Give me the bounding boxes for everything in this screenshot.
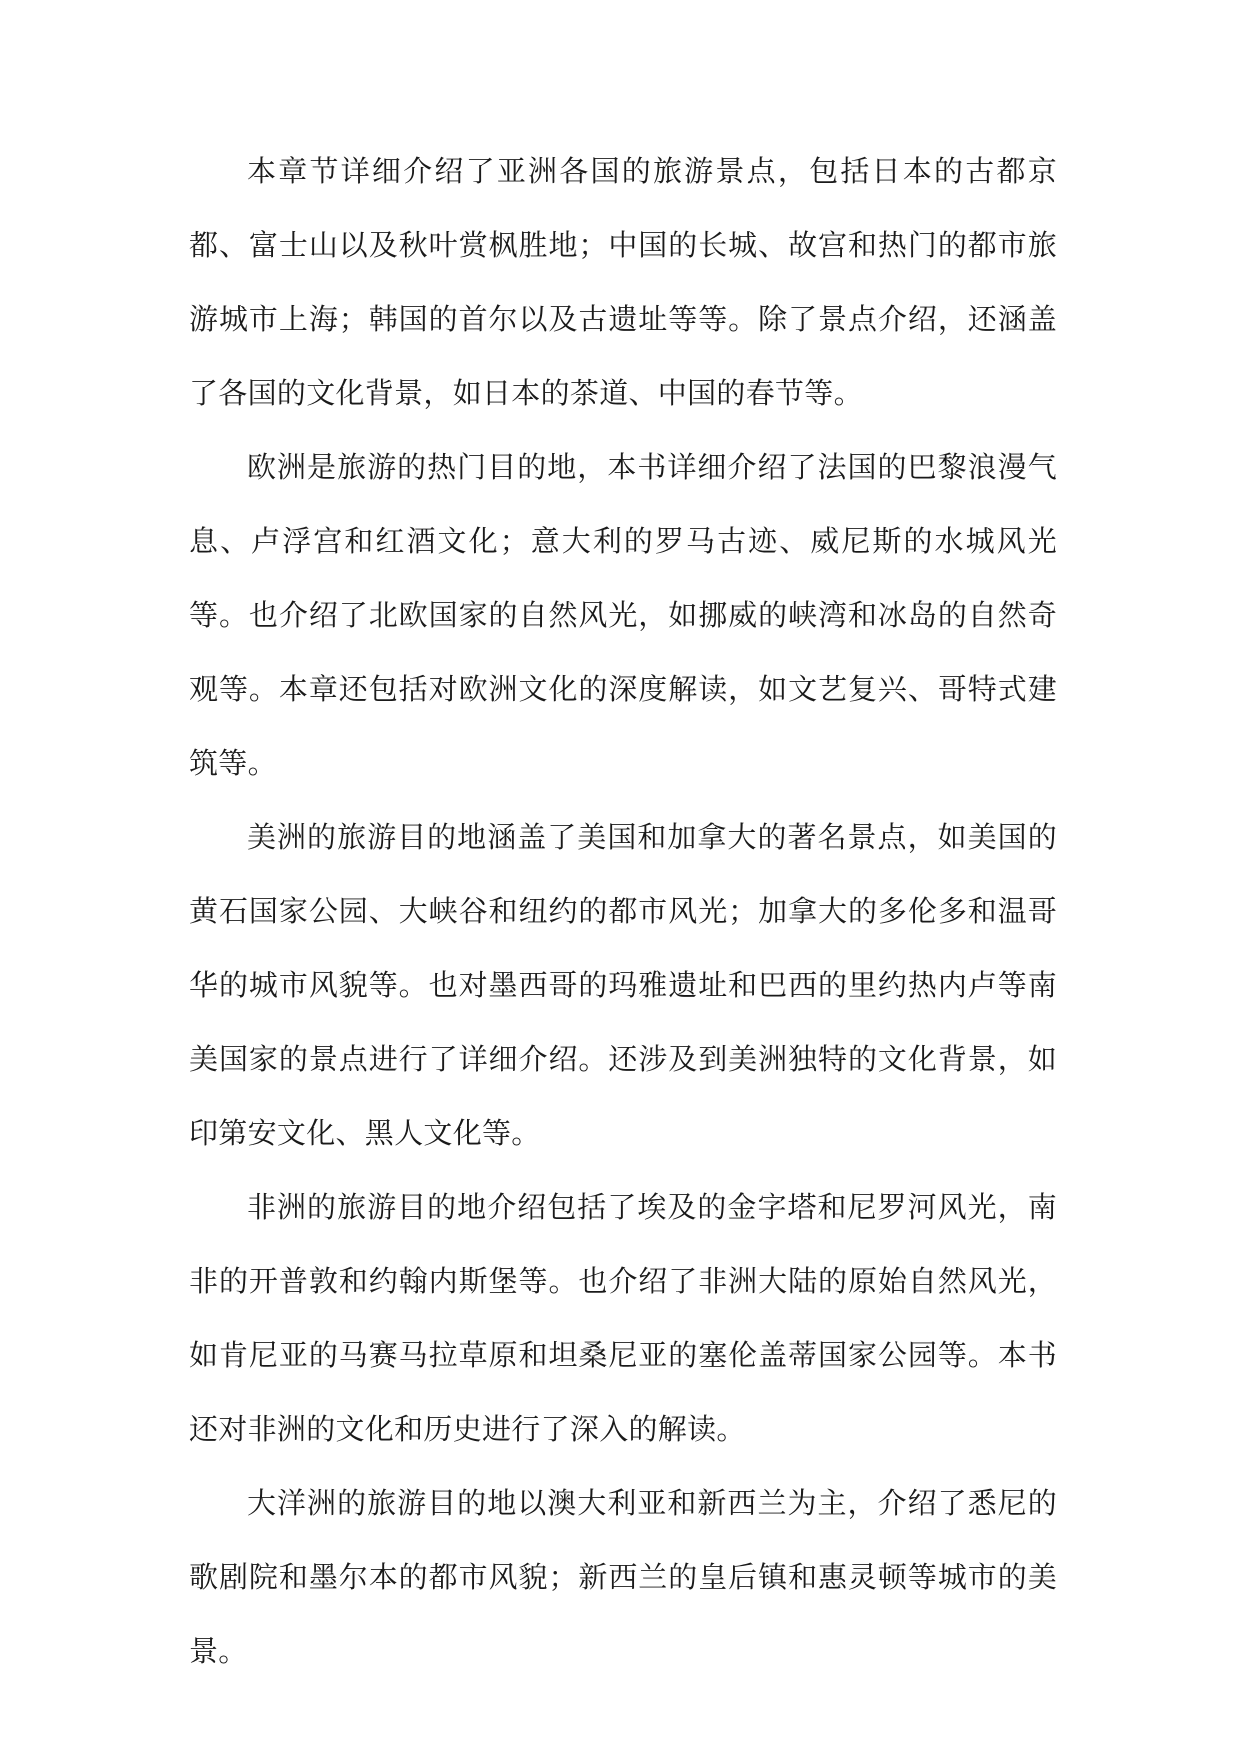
paragraph-africa: 非洲的旅游目的地介绍包括了埃及的金字塔和尼罗河风光，南非的开普敦和约翰内斯堡等。也介绍了非洲大陆的原始自然风光，如肯尼亚的马赛马拉草原和坦桑尼亚的塞伦盖蒂国家公园等。本书还对非洲的文化和历史进行了深入的解读。 [189,1190,1057,1446]
paragraph-oceania: 大洋洲的旅游目的地以澳大利亚和新西兰为主，介绍了悉尼的歌剧院和墨尔本的都市风貌；新西兰的皇后镇和惠灵顿等城市的美景。 [189,1486,1057,1668]
paragraph-americas: 美洲的旅游目的地涵盖了美国和加拿大的著名景点，如美国的黄石国家公园、大峡谷和纽约的都市风光；加拿大的多伦多和温哥华的城市风貌等。也对墨西哥的玛雅遗址和巴西的里约热内卢等南美国家的景点进行了详细介绍。还涉及到美洲独特的文化背景，如印第安文化、黑人文化等。 [189,820,1057,1150]
paragraph-europe: 欧洲是旅游的热门目的地，本书详细介绍了法国的巴黎浪漫气息、卢浮宫和红酒文化；意大利的罗马古迹、威尼斯的水城风光等。也介绍了北欧国家的自然风光，如挪威的峡湾和冰岛的自然奇观等。本章还包括对欧洲文化的深度解读，如文艺复兴、哥特式建筑等。 [189,450,1057,780]
paragraph-asia: 本章节详细介绍了亚洲各国的旅游景点，包括日本的古都京都、富士山以及秋叶赏枫胜地；中国的长城、故宫和热门的都市旅游城市上海；韩国的首尔以及古遗址等等。除了景点介绍，还涵盖了各国的文化背景，如日本的茶道、中国的春节等。 [189,154,1057,410]
document-body [189,134,1057,1688]
